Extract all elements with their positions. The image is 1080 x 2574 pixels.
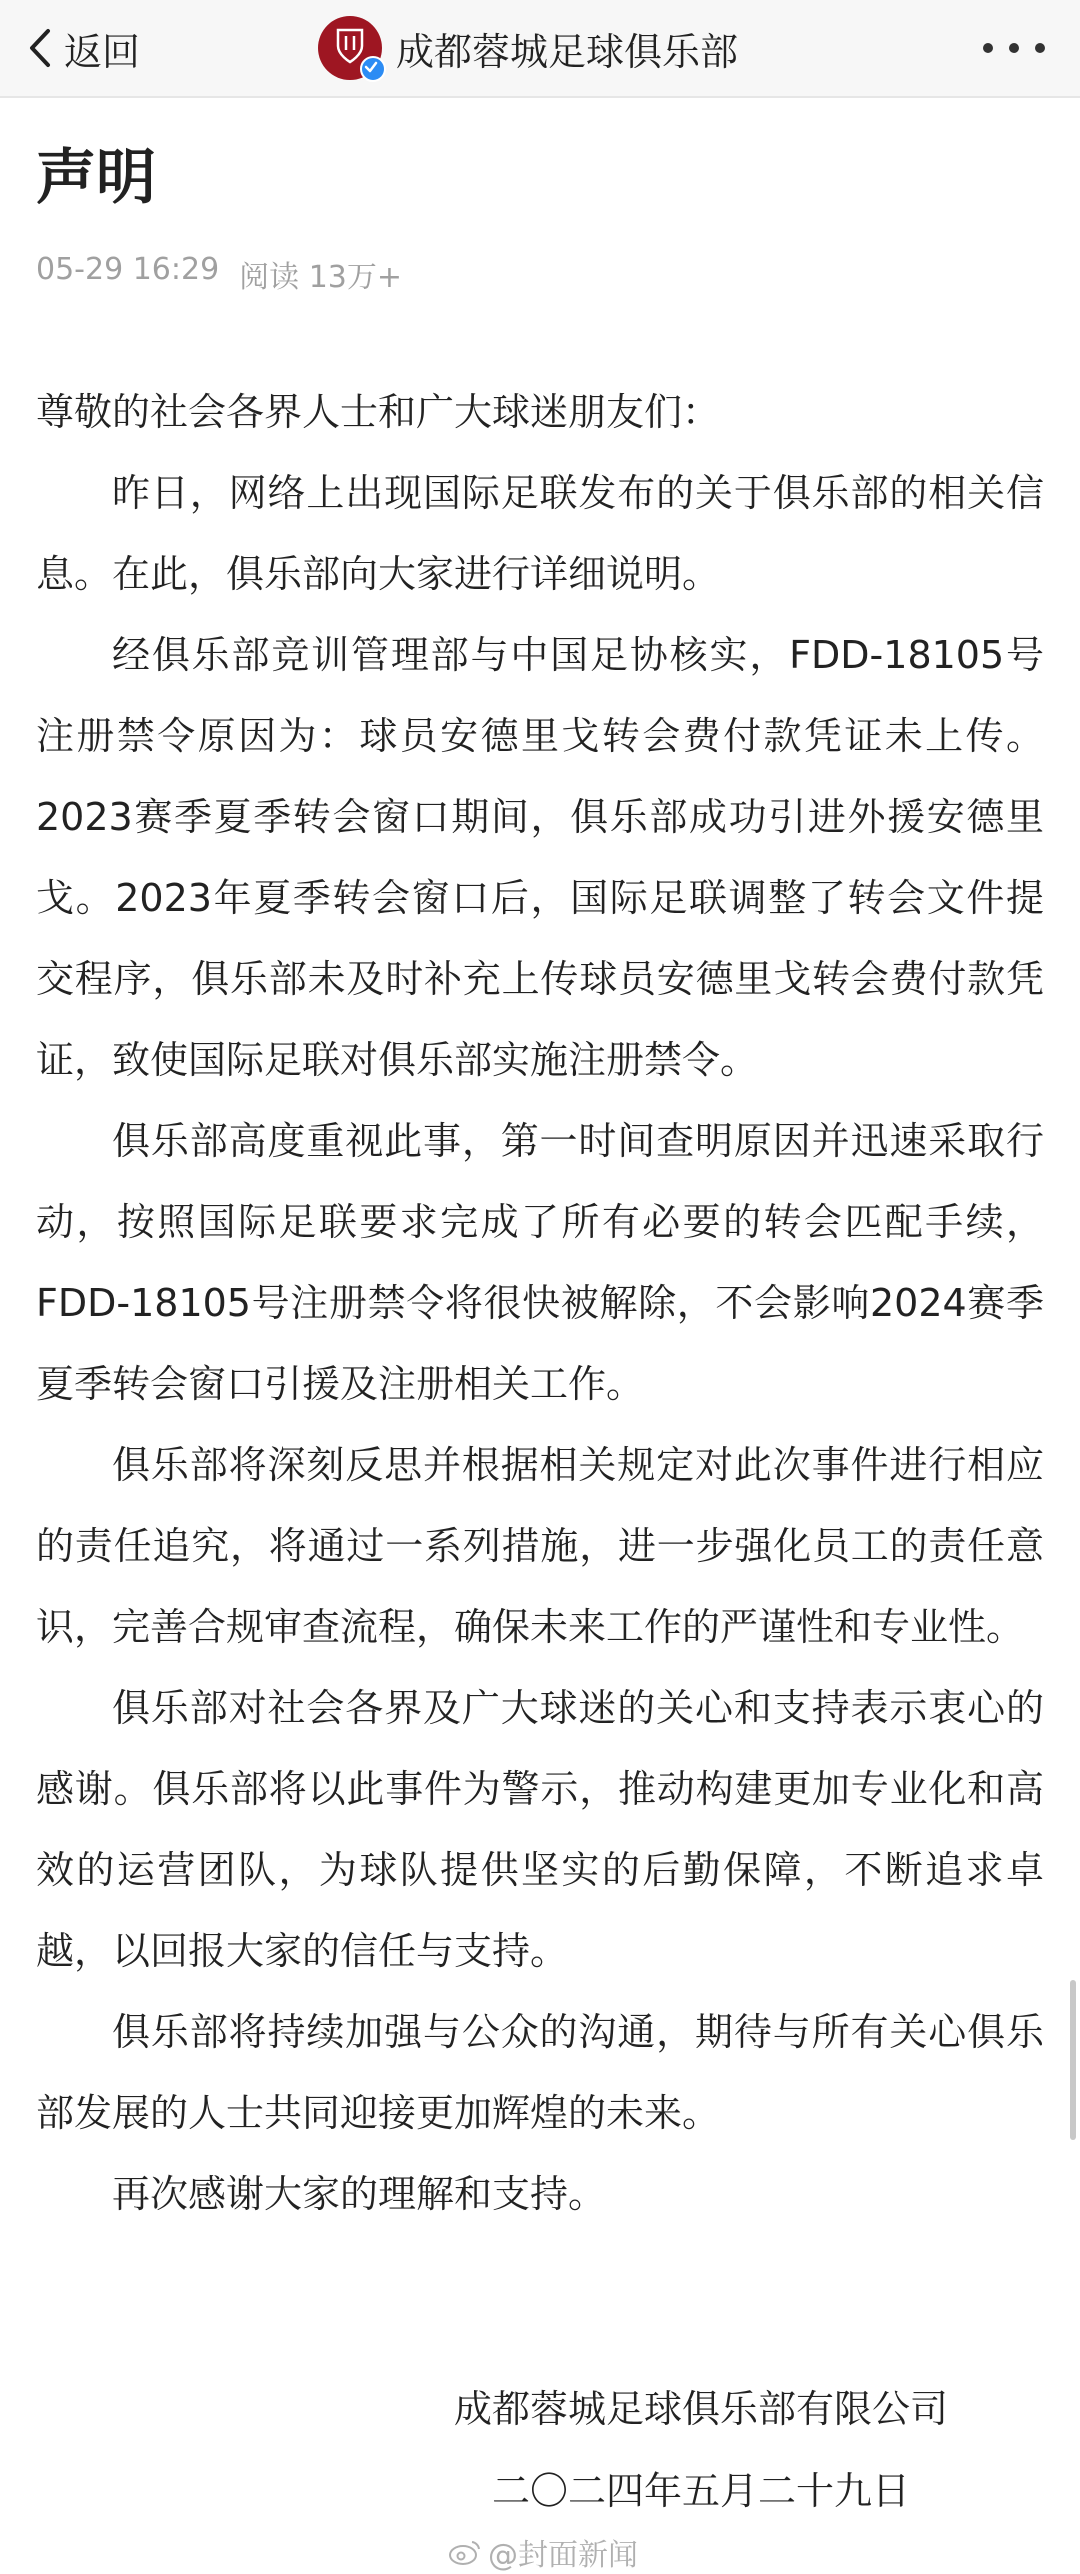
weibo-icon [448,2538,482,2566]
body-paragraph: 俱乐部将持续加强与公众的沟通，期待与所有关心俱乐部发展的人士共同迎接更加辉煌的未来。 [36,2010,1044,2135]
source-watermark [448,2530,638,2574]
body-paragraph: 俱乐部将深刻反思并根据相关规定对此次事件进行相应的责任追究，将通过一系列措施，进一步强化员工的责任意识，完善合规审查流程，确保未来工作的严谨性和专业性。 [36,1443,1044,1649]
avatar[interactable] [318,16,382,80]
body-paragraph: 昨日，网络上出现国际足联发布的关于俱乐部的相关信息。在此，俱乐部向大家进行详细说明。 [36,471,1044,596]
chevron-left-icon [28,28,52,68]
back-button[interactable] [28,16,140,80]
account-header[interactable] [318,12,738,84]
verified-badge-icon [360,56,386,82]
salutation: 尊敬的社会各界人士和广大球迷朋友们： [36,390,721,434]
body-paragraph: 俱乐部高度重视此事，第一时间查明原因并迅速采取行动，按照国际足联要求完成了所有必要的转会匹配手续，FDD-18105号注册禁令将很快被解除，不会影响2024赛季夏季转会窗口引援及注册相关工作。 [36,1119,1044,1406]
article-meta [36,252,402,296]
top-nav-bar [0,0,1080,98]
body-paragraph: 再次感谢大家的理解和支持。 [112,2172,607,2216]
body-paragraph: 经俱乐部竞训管理部与中国足协核实，FDD-18105号注册禁令原因为：球员安德里戈转会费付款凭证未上传。2023赛季夏季转会窗口期间，俱乐部成功引进外援安德里戈。2023年夏季转会窗口后，国际足联调整了转会文件提交程序，俱乐部未及时补充上传球员安德里戈转会费付款凭证，致使国际足联对俱乐部实施注册禁令。 [36,633,1044,1082]
body-paragraph: 俱乐部对社会各界及广大球迷的关心和支持表示衷心的感谢。俱乐部将以此事件为警示，推动构建更加专业化和高效的运营团队，为球队提供坚实的后勤保障，不断追求卓越，以回报大家的信任与支持。 [36,1686,1044,1973]
publish-date: 05-29 16:29 [36,252,220,287]
signature-organization: 成都蓉城足球俱乐部有限公司 [454,2387,949,2431]
more-dots-icon[interactable] [980,32,1048,64]
signature-date: 二〇二四年五月二十九日 [492,2469,911,2513]
read-count: 阅读 13万+ [239,260,403,295]
article-title: 声明 [36,143,156,213]
article-body [36,372,1044,2235]
account-name[interactable]: 成都蓉城足球俱乐部 [396,29,739,74]
scrollbar[interactable] [1070,1980,1076,2140]
back-label: 返回 [64,29,141,74]
watermark-text: @封面新闻 [488,2538,638,2573]
